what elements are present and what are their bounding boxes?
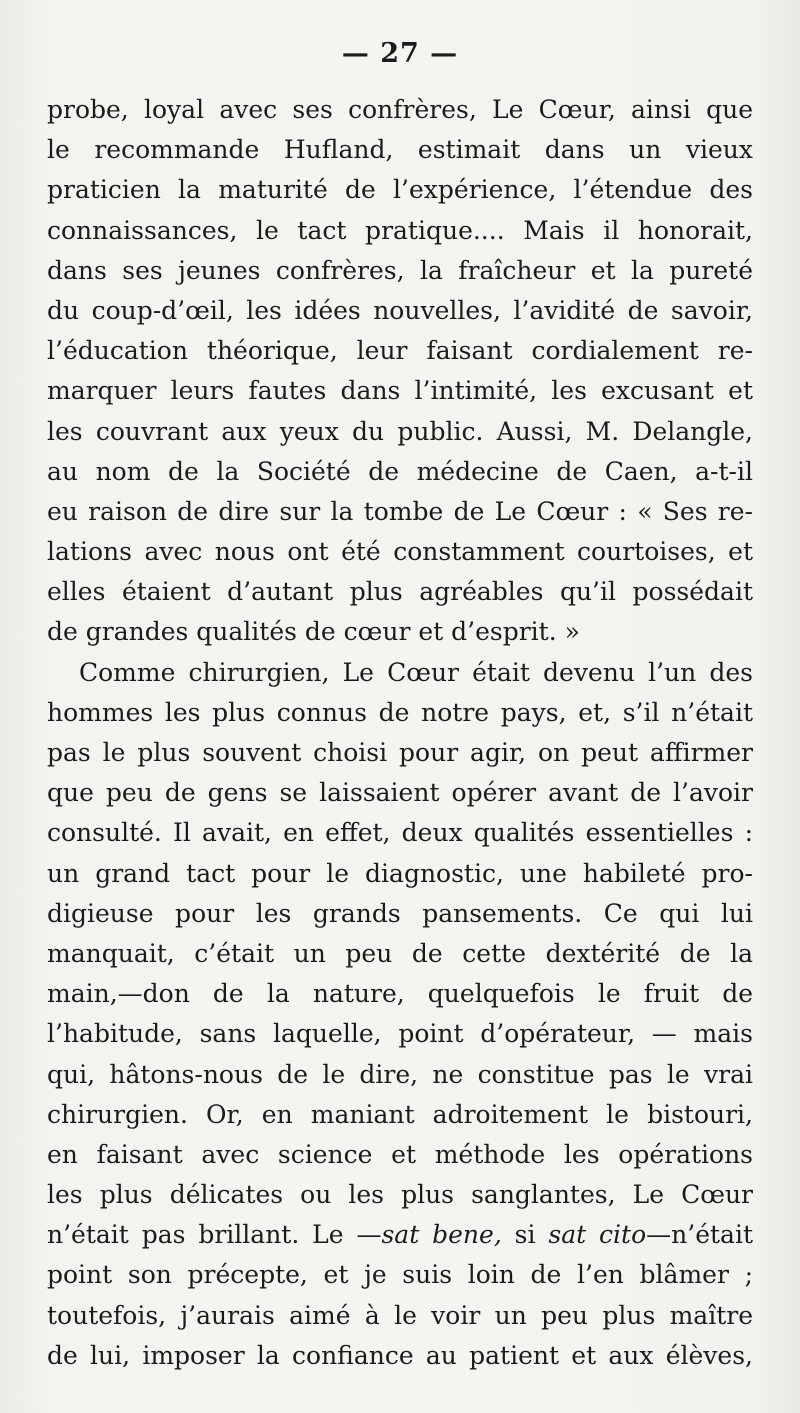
text-line: connaissances, le tact pratique.... Mais il honorait, [47,215,753,245]
text-line: eu raison de dire sur la tombe de Le Cœur : « Ses re- [47,496,753,526]
text-line: hommes les plus connus de notre pays, et, s’il n’était [47,697,753,727]
text-segment: —n’était [646,1220,753,1250]
text-line: probe, loyal avec ses confrères, Le Cœur, ainsi que [47,95,753,124]
text-line: le recommande Hufland, estimait dans un vieux [47,135,753,165]
text-line: les plus délicates ou les plus sanglantes, Le Cœur [47,1180,753,1210]
text-line: qui, hâtons-nous de le dire, ne constitue pas le vrai [47,1059,753,1089]
text-line: les couvrant aux yeux du public. Aussi, M. Delangle, [47,416,753,446]
text-line: toutefois, j’aurais aimé à le voir un peu plus maître [47,1300,753,1330]
text-line: marquer leurs fautes dans l’intimité, les excusant et [47,376,753,406]
page-number: — 27 — [341,38,459,69]
text-line: l’éducation théorique, leur faisant cordialement re- [47,336,753,366]
text-line: de lui, imposer la confiance au patient et aux élèves, [47,1340,753,1370]
text-line: du coup-d’œil, les idées nouvelles, l’avidité de savoir, [47,295,753,325]
text-line: un grand tact pour le diagnostic, une habileté pro- [47,858,753,888]
text-line: lations avec nous ont été constamment courtoises, et [47,537,753,567]
text-line: que peu de gens se laissaient opérer avant de l’avoir [47,778,753,808]
italic-text: sat bene, [381,1220,502,1250]
text-line-with-italics [47,1215,753,1255]
text-line: consulté. Il avait, en effet, deux qualités essentielles : [47,818,753,848]
text-line: au nom de la Société de médecine de Caen, a-t-il [47,456,753,486]
text-line: manquait, c’était un peu de cette dextérité de la [47,938,753,968]
text-line-paragraph-start: Comme chirurgien, Le Cœur était devenu l’un des [79,657,753,687]
italic-text: sat cito [548,1220,647,1250]
text-line: chirurgien. Or, en maniant adroitement le bistouri, [47,1099,753,1129]
text-segment: n’était pas brillant. Le — [47,1220,382,1250]
text-line: dans ses jeunes confrères, la fraîcheur et la pureté [47,255,753,285]
text-segment: si [501,1220,549,1250]
text-line: main,—don de la nature, quelquefois le fruit de [47,979,753,1009]
text-line-paragraph-end: de grandes qualités de cœur et d’esprit. » [47,617,580,647]
text-line: digieuse pour les grands pansements. Ce qui lui [47,898,753,928]
text-line: en faisant avec science et méthode les opérations [47,1139,753,1169]
text-line: point son précepte, et je suis loin de l’en blâmer ; [47,1260,753,1290]
text-line: elles étaient d’autant plus agréables qu’il possédait [47,577,753,607]
text-line: pas le plus souvent choisi pour agir, on peut affirmer [47,738,753,767]
text-line: praticien la maturité de l’expérience, l’étendue des [47,175,753,205]
text-line: l’habitude, sans laquelle, point d’opérateur, — mais [47,1019,753,1049]
body-text [47,90,753,1376]
